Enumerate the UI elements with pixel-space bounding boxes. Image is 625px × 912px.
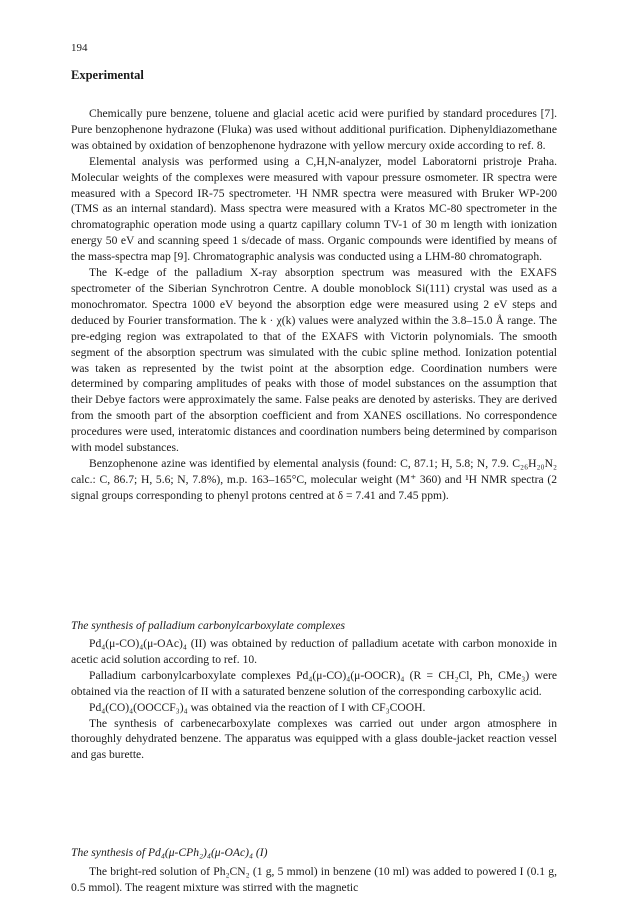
page-number: 194 <box>71 42 88 54</box>
paragraph-pd4-oac: Pd₄(μ-CO)₄(μ-OAc)₄ (II) was obtained by reduction of palladium acetate with carbon monoxide in acetic acid solution according to ref. 10. <box>71 637 557 666</box>
paragraph-pd4-cf3: Pd₄(CO)₄(OOCCF₃)₄ was obtained via the reaction of I with CF₃COOH. <box>89 700 426 714</box>
paragraph-exafs: The K-edge of the palladium X-ray absorption spectrum was measured with the EXAFS spectrometer of the Siberian Synchrotron Centre. A double monoblock Si(111) crystal was used as a monochromator. Spectra 1000 eV beyond the absorption edge were measured using 2 eV steps and deduced by Fourier transformation. The k · χ(k) values were analyzed within the 3.8–15.0 Å range. The pre-edging region was extrapolated to that of the EXAFS with Victorin polynomials. The smooth segment of the absorption spectrum was simulated with the cubic spline method. Ionization potential was taken as represented by the twist point at the absorption edge. Coordination numbers were determined by comparing amplitudes of peaks with those of model substances on the assumption that their Debye factors were approximately the same. False peaks are denoted by asterisks. They are derived from the smooth part of the absorption coefficient and from XANES oscillations. No correspondence procedures were used, interatomic distances and coordination numbers being determined by comparison with model substances. <box>71 266 557 455</box>
paragraph-materials: Chemically pure benzene, toluene and glacial acetic acid were purified by standard procedures [7]. Pure benzophenone hydrazone (Fluka) was used without additional purification. Diphenyldiazomethane was obtained by oxidation of benzophenone hydrazone with yellow mercury oxide according to ref. 8. <box>71 107 557 152</box>
pd4-cph2-body <box>71 864 557 896</box>
paragraph-ph2cn2: The bright-red solution of Ph₂CN₂ (1 g, 5 mmol) in benzene (10 ml) was added to powered I (0.1 g, 0.5 mmol). The reagent mixture was stirred with the magnetic <box>71 865 557 894</box>
paragraph-pd4-oocr: Palladium carbonylcarboxylate complexes Pd₄(μ-CO)₄(μ-OOCR)₄ (R = CH₂Cl, Ph, CMe₃) were obtained via the reaction of II with a saturated benzene solution of the corresponding carboxylic acid. <box>71 668 557 698</box>
paragraph-instruments: Elemental analysis was performed using a C,H,N-analyzer, model Laboratorni pristroje Praha. Molecular weights of the complexes were measured with vapour pressure osmometer. IR spectra were measured with a Specord IR-75 spectrometer. ¹H NMR spectra were measured with Bruker WP-200 (TMS as an internal standard). Mass spectra were measured with a Kratos MC-80 spectrometer in the chromatographic operation mode using a quartz capillary column TV-1 of 30 m length with ionization energy 50 eV and scanning speed 1 s/decade of mass. Organic compounds were identified by means of the mass-spectra map [9]. Chromatographic analysis was conducted using a LHM-80 chromatograph. <box>71 154 557 264</box>
paragraph-azine: Benzophenone azine was identified by elemental analysis (found: C, 87.1; H, 5.8; N, 7.9. C₂₆H₂₀N₂ calc.: C, 86.7; H, 5.6; N, 7.8%), m.p. 163–165°C, molecular weight (M⁺ 360) and ¹H NMR spectra (2 signal groups corresponding to phenyl protons centred at δ = 7.41 and 7.45 ppm). <box>71 456 557 502</box>
experimental-body <box>71 106 557 504</box>
subheading-pd4-cph2: The synthesis of Pd₄(μ-CPh₂)₄(μ-OAc)₄ (I) <box>71 846 268 859</box>
paragraph-carbene-synthesis: The synthesis of carbenecarboxylate complexes was carried out under argon atmosphere in thoroughly dehydrated benzene. The apparatus was equipped with a glass double-jacket reaction vessel and gas burette. <box>71 716 557 762</box>
subheading-carbonylcarboxylate: The synthesis of palladium carbonylcarboxylate complexes <box>71 619 346 632</box>
carbonylcarboxylate-body <box>71 636 557 763</box>
section-heading: Experimental <box>71 68 144 82</box>
